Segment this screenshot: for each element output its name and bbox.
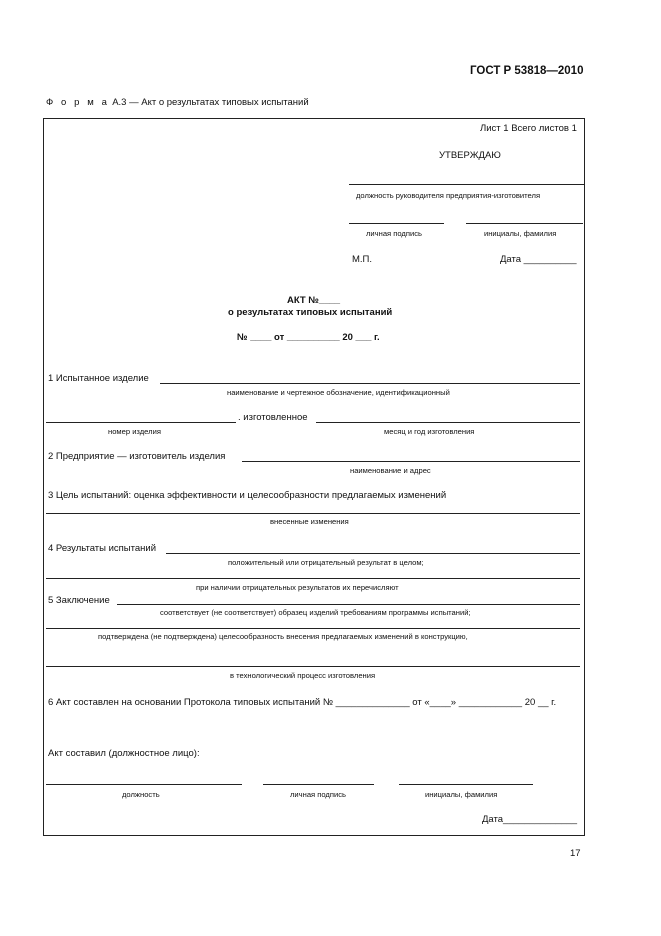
seal-label: М.П. [352, 254, 373, 265]
act-number-line: № ____ от __________ 20 ___ г. [237, 332, 380, 343]
signoff-date: Дата______________ [482, 814, 578, 825]
approval-signature-line[interactable] [349, 223, 444, 224]
item1-line[interactable] [160, 383, 580, 384]
approval-initials-line[interactable] [466, 223, 583, 224]
item5-caption3: в технологический процесс изготовления [230, 671, 376, 680]
item1b-right-caption: месяц и год изготовления [384, 427, 475, 436]
item5-caption1: соответствует (не соответствует) образец изделий требованиям программы испытаний; [160, 608, 471, 617]
item1-label: 1 Испытанное изделие [48, 373, 149, 384]
page-number: 17 [570, 848, 581, 859]
signoff-signature-line[interactable] [263, 784, 374, 785]
item1-caption: наименование и чертежное обозначение, идентификационный [227, 388, 450, 397]
signoff-position-line[interactable] [46, 784, 242, 785]
item4-caption2: при наличии отрицательных результатов их перечисляют [196, 583, 399, 592]
item3-line[interactable] [46, 513, 580, 514]
item4-caption1: положительный или отрицательный результат в целом; [228, 558, 424, 567]
item1b-left-line[interactable] [46, 422, 236, 423]
act-subtitle: о результатах типовых испытаний [228, 307, 393, 318]
item4-line[interactable] [166, 553, 580, 554]
act-title: АКТ №____ [287, 295, 341, 306]
form-caption [46, 98, 309, 108]
item4-line2[interactable] [46, 578, 580, 579]
form-title: А.3 — Акт о результатах типовых испытаний [112, 97, 309, 108]
signoff-initials-line[interactable] [399, 784, 533, 785]
item1b-made-label: . изготовленное [238, 412, 308, 423]
item1b-right-line[interactable] [316, 422, 580, 423]
item5-label: 5 Заключение [48, 595, 110, 606]
standard-number: ГОСТ Р 53818—2010 [470, 65, 584, 77]
item5-line2[interactable] [46, 628, 580, 629]
item5-line3[interactable] [46, 666, 580, 667]
approval-signature-caption: личная подпись [366, 229, 422, 238]
item2-caption: наименование и адрес [350, 466, 431, 475]
item5-caption2: подтверждена (не подтверждена) целесообразность внесения предлагаемых изменений в конструкцию, [98, 632, 468, 641]
item3-label: 3 Цель испытаний: оценка эффективности и целесообразности предлагаемых изменений [48, 490, 447, 501]
composed-by-label: Акт составил (должностное лицо): [48, 748, 200, 759]
form-word: Ф о р м а [46, 97, 110, 108]
item2-label: 2 Предприятие — изготовитель изделия [48, 451, 226, 462]
item3-caption: внесенные изменения [270, 517, 349, 526]
head-position-caption: должность руководителя предприятия-изготовителя [356, 191, 541, 200]
approval-date: Дата __________ [500, 254, 577, 265]
signoff-signature-caption: личная подпись [290, 790, 346, 799]
item6-text: 6 Акт составлен на основании Протокола типовых испытаний № ______________ от «____» ____________ 20 __ г. [48, 697, 557, 708]
form-frame [43, 118, 585, 836]
item4-label: 4 Результаты испытаний [48, 543, 157, 554]
position-line[interactable] [349, 184, 584, 185]
item5-line[interactable] [117, 604, 580, 605]
item2-line[interactable] [242, 461, 580, 462]
item1b-left-caption: номер изделия [108, 427, 161, 436]
approval-initials-caption: инициалы, фамилия [484, 229, 557, 238]
approve-heading: УТВЕРЖДАЮ [439, 150, 501, 161]
sheet-count: Лист 1 Всего листов 1 [480, 123, 577, 134]
signoff-position-caption: должность [122, 790, 160, 799]
signoff-initials-caption: инициалы, фамилия [425, 790, 498, 799]
